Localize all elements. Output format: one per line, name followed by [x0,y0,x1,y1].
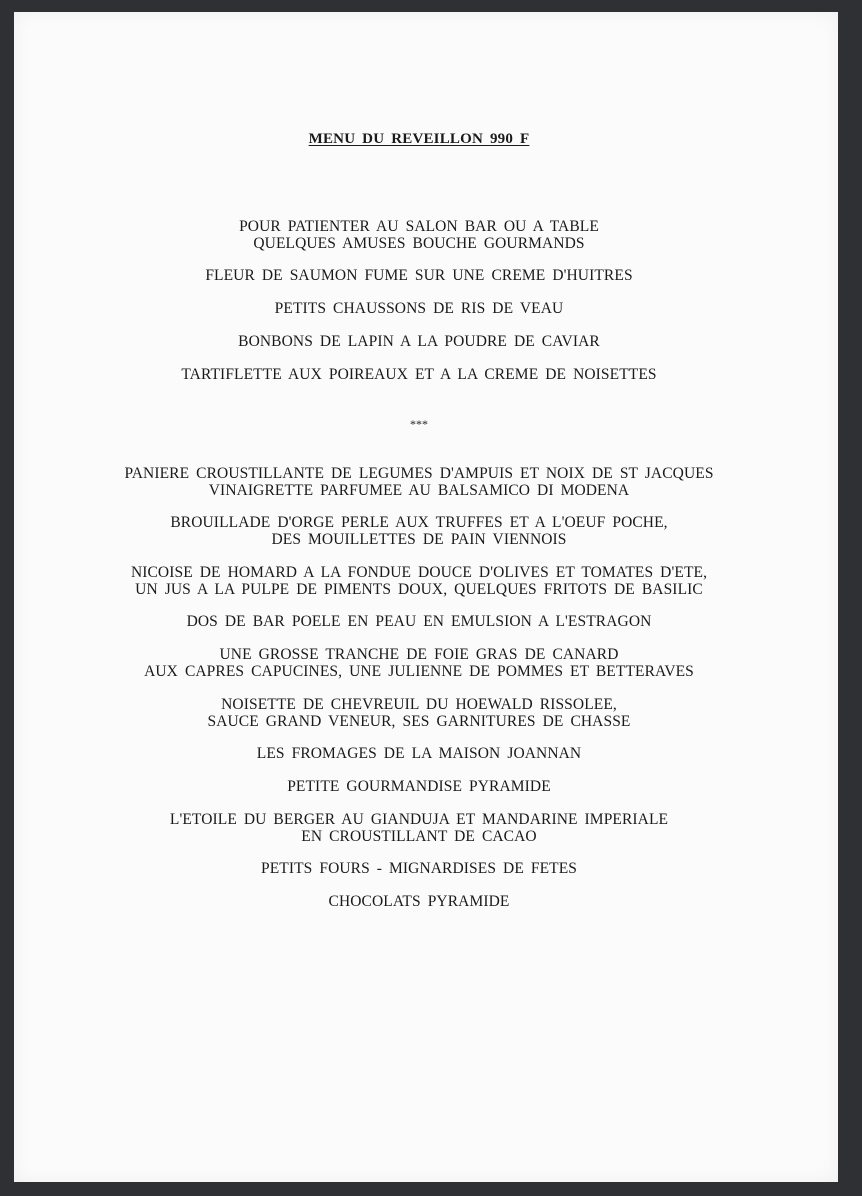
course-13 [14,778,824,795]
course-line: PETITS FOURS - MIGNARDISES DE FETES [260,860,578,877]
course-16 [14,893,824,910]
course-8 [14,564,824,598]
course-9 [14,613,824,630]
course-line: PANIERE CROUSTILLANTE DE LEGUMES D'AMPUIS ET NOIX DE ST JACQUES [124,465,714,482]
course-line: BROUILLADE D'ORGE PERLE AUX TRUFFES ET A L'OEUF POCHE, [170,514,668,531]
course-11 [14,696,824,730]
course-1 [14,218,824,252]
menu-sheet [14,12,838,1182]
course-line: VINAIGRETTE PARFUMEE AU BALSAMICO DI MODENA [208,482,630,499]
course-6 [14,465,824,499]
course-line: PETITS CHAUSSONS DE RIS DE VEAU [274,300,564,317]
separator: *** [410,417,428,431]
course-15 [14,860,824,877]
course-line: TARTIFLETTE AUX POIREAUX ET A LA CREME DE NOISETTES [181,366,657,383]
menu-title: MENU DU REVEILLON 990 F [308,131,530,147]
course-5 [14,366,824,383]
course-2 [14,267,824,284]
course-14 [14,811,824,845]
course-line: BONBONS DE LAPIN A LA POUDRE DE CAVIAR [238,333,600,350]
course-line: NICOISE DE HOMARD A LA FONDUE DOUCE D'OLIVES ET TOMATES D'ETE, [130,564,708,581]
course-line: UNE GROSSE TRANCHE DE FOIE GRAS DE CANARD [219,646,619,663]
course-line: EN CROUSTILLANT DE CACAO [301,828,537,845]
course-line: NOISETTE DE CHEVREUIL DU HOEWALD RISSOLEE, [221,696,617,713]
course-line: UN JUS A LA PULPE DE PIMENTS DOUX, QUELQUES FRITOTS DE BASILIC [135,581,703,598]
course-line: SAUCE GRAND VENEUR, SES GARNITURES DE CHASSE [207,713,631,730]
course-4 [14,333,824,350]
course-line: DOS DE BAR POELE EN PEAU EN EMULSION A L'ESTRAGON [186,613,652,630]
course-7 [14,514,824,548]
course-line: PETITE GOURMANDISE PYRAMIDE [287,778,551,795]
course-12 [14,745,824,762]
course-10 [14,646,824,680]
course-line: POUR PATIENTER AU SALON BAR OU A TABLE [239,218,599,235]
course-3 [14,300,824,317]
course-line: AUX CAPRES CAPUCINES, UNE JULIENNE DE POMMES ET BETTERAVES [144,663,694,680]
course-line: DES MOUILLETTES DE PAIN VIENNOIS [271,531,567,548]
course-line: CHOCOLATS PYRAMIDE [328,893,510,910]
course-line: FLEUR DE SAUMON FUME SUR UNE CREME D'HUITRES [205,267,633,284]
course-line: QUELQUES AMUSES BOUCHE GOURMANDS [253,235,585,252]
course-line: LES FROMAGES DE LA MAISON JOANNAN [256,745,582,762]
course-line: L'ETOILE DU BERGER AU GIANDUJA ET MANDARINE IMPERIALE [169,811,669,828]
